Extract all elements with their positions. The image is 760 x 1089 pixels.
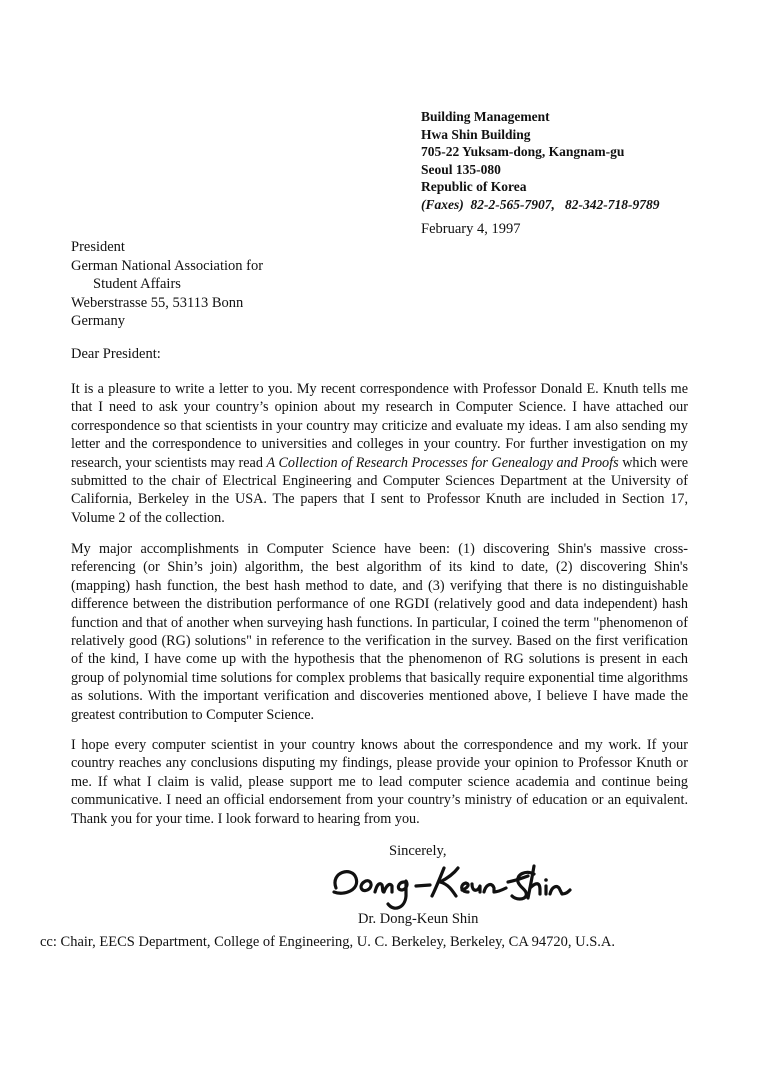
paragraph-text: which were submitted to the chair of Electrical Engineering and Computer Sciences Department at the University of California, Berkeley in the USA. The papers that I sent to Professor Knuth are included in Section 17, Volume 2 of the collection. <box>71 454 688 526</box>
cc-line: cc: Chair, EECS Department, College of Engineering, U. C. Berkeley, Berkeley, CA 94720, U.S.A. <box>40 934 616 950</box>
body-paragraph-2: My major accomplishments in Computer Science have been: (1) discovering Shin's massive cross-referencing (or Shin’s join) algorithm, the best algorithm of its kind to date, (2) discovering Shin's (mapping) hash function, the best hash method to date, and (3) verifying that there is no distinguishable difference between the distribution performance of one RGDI (relatively good and data independent) hash function and that of another when surveying hash functions. In particular, I coined the term "phenomenon of relatively good (RG) solutions" in reference to the verification in the survey. Based on the first verification of the kind, I have come up with the hypothesis that the phenomenon of RG solutions is present in each group of polynomial time solutions for complex problems that basically require exponential time algorithms as solutions. With the important verification and discoveries mentioned above, I believe I have made the greatest contribution to Computer Science. <box>71 541 688 723</box>
recipient-address <box>71 238 263 331</box>
book-title: A Collection of Research Processes for Genealogy and Proofs <box>266 454 619 471</box>
sender-line: 705-22 Yuksam-dong, Kangnam-gu <box>421 144 625 160</box>
salutation: Dear President: <box>71 346 161 362</box>
body-paragraph-1 <box>71 380 688 527</box>
recipient-line: Germany <box>71 313 125 329</box>
sender-fax-line: (Faxes) 82-2-565-7907, 82-342-718-9789 <box>421 196 660 212</box>
letter-date: February 4, 1997 <box>421 221 521 237</box>
recipient-line: German National Association for <box>71 257 264 274</box>
handwritten-signature <box>322 852 572 914</box>
sender-line: Hwa Shin Building <box>421 126 531 142</box>
recipient-line: Weberstrasse 55, 53113 Bonn <box>71 294 244 311</box>
recipient-line: Student Affairs <box>93 276 181 292</box>
signer-name: Dr. Dong-Keun Shin <box>358 911 479 927</box>
closing: Sincerely, <box>389 843 447 859</box>
recipient-line: President <box>71 239 125 255</box>
sender-line: Seoul 135-080 <box>421 161 501 177</box>
body-paragraph-3: I hope every computer scientist in your country knows about the correspondence and my work. If your country reaches any conclusions disputing my findings, please provide your opinion to Professor Knuth or me. If what I claim is valid, please support me to lead computer science academia and continue being communicative. I need an official endorsement from your country’s ministry of education or an equivalent. Thank you for your time. I look forward to hearing from you. <box>71 737 688 827</box>
paragraph-text: It is a pleasure to write a letter to you. My recent correspondence with Professor Donald E. Knuth tells me that I need to ask your country’s opinion about my research in Computer Science. I have attached our correspondence so that scientists in your country may criticize and evaluate my ideas. I am also sending my letter and the correspondence to universities and colleges in your country. For further investigation on my research, your scientists may read <box>71 381 688 471</box>
sender-address <box>421 108 659 214</box>
signature-dot <box>544 878 548 882</box>
sender-line: Building Management <box>421 109 550 124</box>
sender-line: Republic of Korea <box>421 179 527 195</box>
